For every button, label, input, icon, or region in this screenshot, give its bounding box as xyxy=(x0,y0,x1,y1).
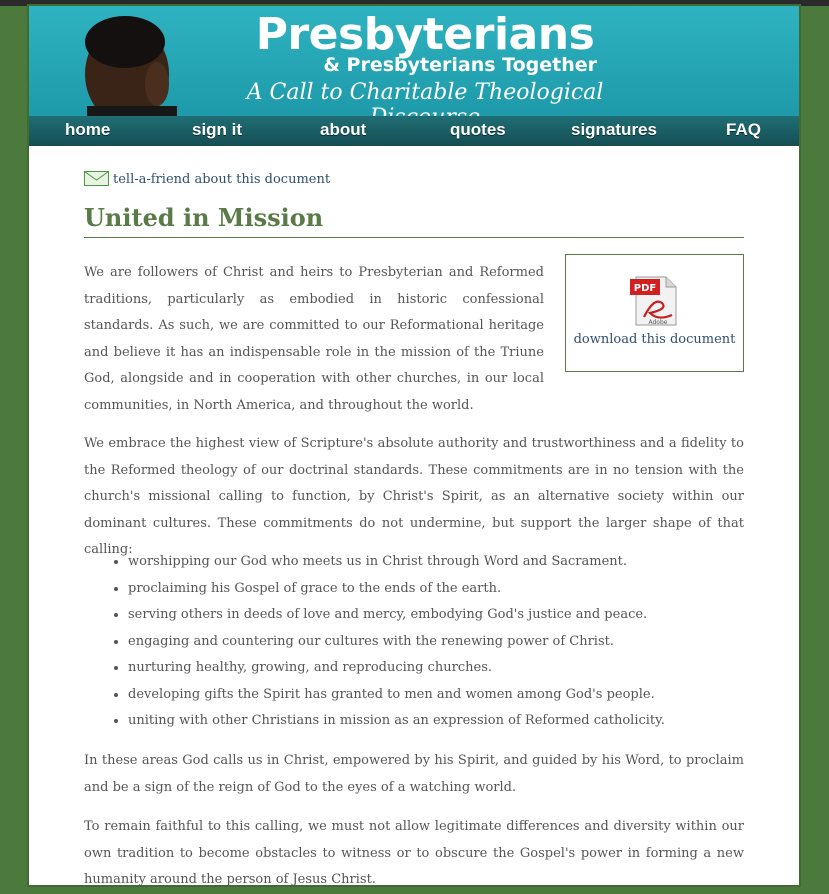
nav-signatures[interactable]: signatures xyxy=(571,120,657,139)
site-header xyxy=(29,6,799,116)
nav-faq[interactable]: FAQ xyxy=(726,120,761,139)
site-tagline: A Call to Charitable Theological xyxy=(246,80,604,105)
mission-list xyxy=(84,549,788,735)
nav-about[interactable]: about xyxy=(320,120,367,139)
adobe-label: Adobe xyxy=(648,319,668,326)
list-item: • nurturing healthy, growing, and reproducing churches. xyxy=(128,655,788,682)
paragraph-faithful: To remain faithful to this calling, we must not allow legitimate differences and diversity within our own tradition to become obstacles to witness or to obscure the Gospel's power in forming a new humanity around the person of Jesus Christ. xyxy=(84,819,744,887)
site-subtitle: & Presbyterians Together xyxy=(323,54,597,76)
site-title: Presbyterians xyxy=(255,9,595,60)
page-title: United in Mission xyxy=(84,203,744,238)
pdf-label: PDF xyxy=(633,283,657,294)
paragraph-scripture: We embrace the highest view of Scripture's absolute authority and trustworthiness and a fidelity to the Reformed theology of our doctrinal standards. These commitments are in no tension with the church's missional calling to function, by Christ's Spirit, as an alternative society within our dominant cultures. These commitments do not undermine, but support the larger shape of that calling: xyxy=(84,436,744,557)
main-nav xyxy=(29,116,799,146)
list-item: • engaging and countering our cultures with the renewing power of Christ. xyxy=(128,629,788,656)
tell-a-friend xyxy=(84,171,330,187)
list-item: • worshipping our God who meets us in Christ through Word and Sacrament. xyxy=(128,549,788,576)
paragraph-intro: We are followers of Christ and heirs to Presbyterian and Reformed traditions, particularly as embodied in historic confessional standards. As such, we are committed to our Reformational heritage and believe it has an indispensable role in the mission of the Triune God, alongside and in cooperation with other churches, in our local communities, in North America, and throughout the world. xyxy=(84,265,544,413)
paragraph-calling: In these areas God calls us in Christ, empowered by his Spirit, and guided by his Word, to proclaim and be a sign of the reign of God to the eyes of a watching world. xyxy=(84,753,744,795)
download-link[interactable]: download this document xyxy=(573,332,736,347)
list-item: • uniting with other Christians in mission as an expression of Reformed catholicity. xyxy=(128,708,788,735)
nav-quotes[interactable]: quotes xyxy=(450,120,506,139)
list-item: • serving others in deeds of love and mercy, embodying God's justice and peace. xyxy=(128,602,788,629)
list-item: • developing gifts the Spirit has granted to men and women among God's people. xyxy=(128,682,788,709)
page-container xyxy=(29,6,799,885)
nav-home[interactable]: home xyxy=(65,120,111,139)
pdf-adobe-icon[interactable] xyxy=(628,275,680,327)
download-box xyxy=(565,254,744,372)
tell-a-friend-link[interactable]: tell-a-friend about this document xyxy=(113,172,331,187)
list-item: • proclaiming his Gospel of grace to the ends of the earth. xyxy=(128,576,788,603)
nav-sign-it[interactable]: sign it xyxy=(192,120,243,139)
envelope-icon xyxy=(84,171,109,186)
